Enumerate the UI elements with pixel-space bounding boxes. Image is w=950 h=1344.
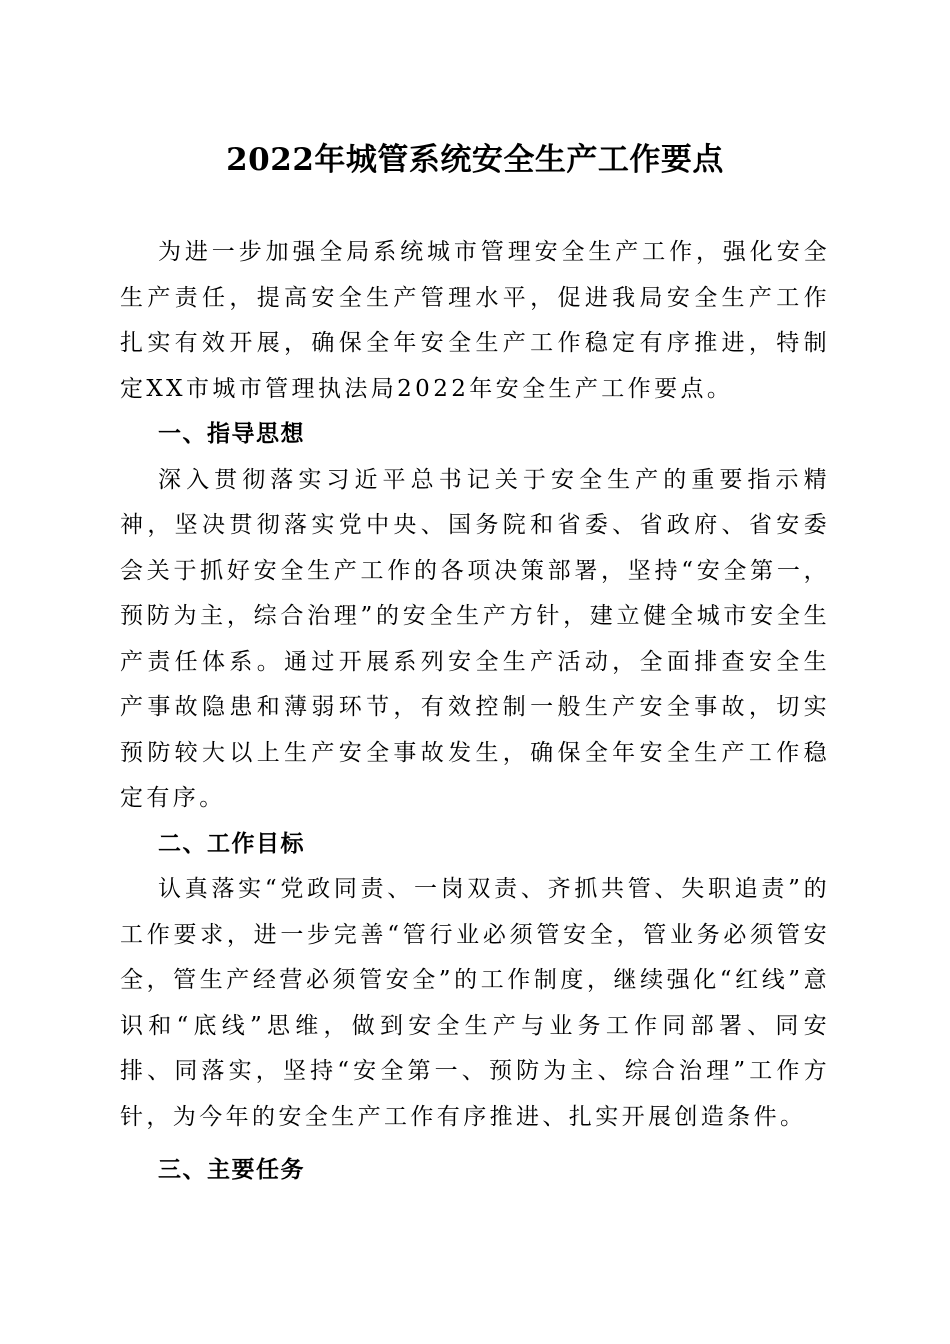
section-paragraph-guiding-ideology: 深入贯彻落实习近平总书记关于安全生产的重要指示精神，坚决贯彻落实党中央、国务院和省委、省政府、省安委会关于抓好安全生产工作的各项决策部署，坚持“安全第一，预防为主，综合治理”的安全生产方针，建立健全城市安全生产责任体系。通过开展系列安全生产活动，全面排查安全生产事故隐患和薄弱环节，有效控制一般生产安全事故，切实预防较大以上生产安全事故发生，确保全年安全生产工作稳定有序。 xyxy=(120,466,830,811)
document-body xyxy=(120,230,830,1194)
section-heading-guiding-ideology: 一、指导思想 xyxy=(158,421,305,447)
document-title: 2022年城管系统安全生产工作要点 xyxy=(226,142,724,178)
section-heading-main-tasks: 三、主要任务 xyxy=(158,1157,305,1183)
section-paragraph-work-goals: 认真落实“党政同责、一岗双责、齐抓共管、失职追责”的工作要求，进一步完善“管行业必须管安全，管业务必须管安全，管生产经营必须管安全”的工作制度，继续强化“红线”意识和“底线”思维，做到安全生产与业务工作同部署、同安排、同落实，坚持“安全第一、预防为主、综合治理”工作方针，为今年的安全生产工作有序推进、扎实开展创造条件。 xyxy=(120,876,830,1130)
intro-paragraph: 为进一步加强全局系统城市管理安全生产工作，强化安全生产责任，提高安全生产管理水平，促进我局安全生产工作扎实有效开展，确保全年安全生产工作稳定有序推进，特制定XX市城市管理执法局2022年安全生产工作要点。 xyxy=(120,239,830,402)
section-heading-work-goals: 二、工作目标 xyxy=(158,830,305,857)
